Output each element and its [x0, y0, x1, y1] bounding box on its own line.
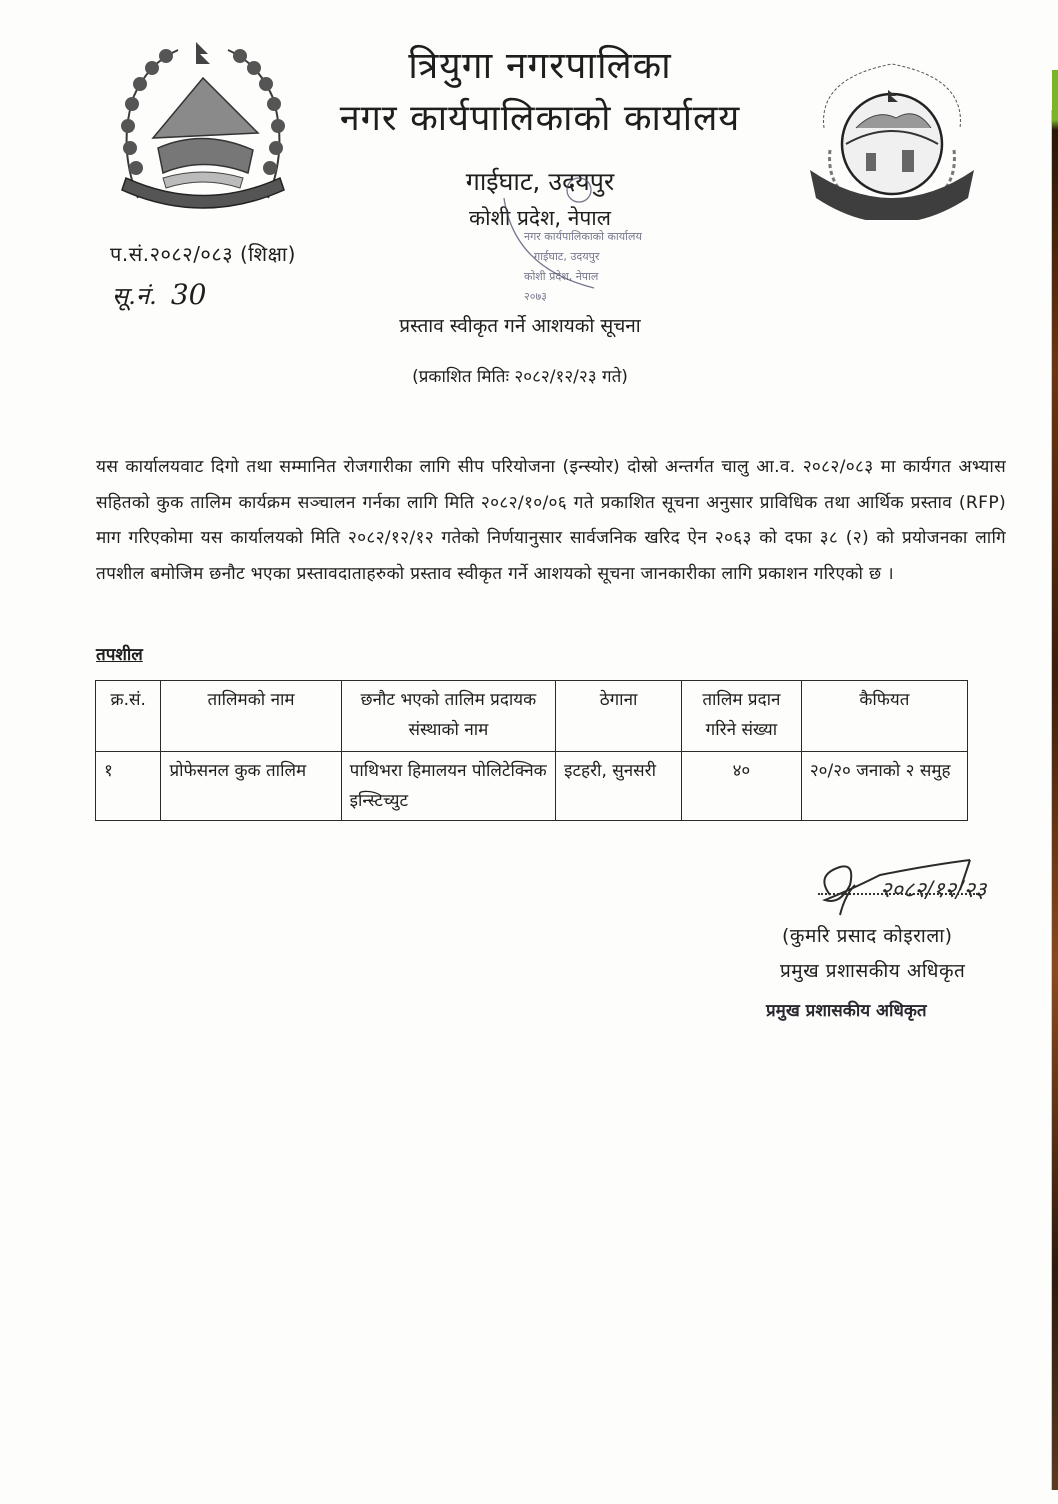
col-header-address: ठेगाना	[556, 681, 682, 752]
signatory-designation: प्रमुख प्रशासकीय अधिकृत	[780, 960, 966, 982]
col-header-remarks: कैफियत	[801, 681, 967, 752]
office-name: नगर कार्यपालिकाको कार्यालय	[339, 98, 741, 139]
table-row	[96, 752, 968, 821]
letter-reference-number: प.सं.२०८२/०८३ (शिक्षा)	[110, 242, 296, 266]
cell-remarks: २०/२० जनाको २ समुह	[801, 752, 967, 821]
cell-provider: पाथिभरा हिमालयन पोलिटेक्निक इन्स्टिच्युट	[341, 752, 555, 821]
stamp-line-1: नगर कार्यपालिकाको कार्यालय	[524, 230, 642, 243]
col-header-provider: छनौट भएको तालिम प्रदायक संस्थाको नाम	[341, 681, 555, 752]
schedule-label: तपशील	[96, 645, 143, 665]
page-edge-line	[1051, 110, 1052, 1490]
stamp-line-4: २०७३	[524, 290, 547, 303]
notice-number-prefix: सू.नं.	[112, 282, 157, 310]
stamp-line-3: कोशी प्रदेश, नेपाल	[524, 270, 599, 283]
cell-count: ४०	[682, 752, 802, 821]
cell-address: इटहरी, सुनसरी	[556, 752, 682, 821]
office-round-stamp-icon	[484, 168, 654, 308]
table-header-row	[96, 681, 968, 752]
office-location-line1: गाईघाट, उदयपुर	[465, 167, 615, 196]
schedule-table	[95, 680, 968, 821]
published-date: (प्रकाशित मितिः २०८२/१२/२३ गते)	[412, 367, 628, 387]
notice-body-paragraph: यस कार्यालयवाट दिगो तथा सम्मानित रोजगारीका लागि सीप परियोजना (इन्स्योर) दोस्रो अन्तर्गत चालु आ.व. २०८२/०८३ मा कार्यगत अभ्यास सहितको कुक तालिम कार्यक्रम सञ्चालन गर्नका लागि मिति २०८२/१०/०६ गते प्रकाशित सूचना अनुसार प्राविधिक तथा आर्थिक प्रस्ताव (RFP) माग गरिएकोमा यस कार्यालयको मिति २०८२/१२/१२ गतेको निर्णयानुसार सार्वजनिक खरिद ऐन २०६३ को दफा ३८ (२) को प्रयोजनका लागि तपशील बमोजिम छनौट भएका प्रस्तावदाताहरुको प्रस्ताव स्वीकृत गर्ने आशयको सूचना जानकारीका लागि प्रकाशन गरिएको छ ।	[96, 457, 1006, 584]
notice-number	[112, 278, 206, 312]
municipality-name: त्रियुगा नगरपालिका	[408, 44, 672, 87]
page-edge-strip	[1052, 70, 1058, 1490]
cell-training-name: प्रोफेसनल कुक तालिम	[161, 752, 341, 821]
notice-title: प्रस्ताव स्वीकृत गर्ने आशयको सूचना	[399, 315, 641, 337]
col-header-sn: क्र.सं.	[96, 681, 161, 752]
col-header-training-name: तालिमको नाम	[161, 681, 341, 752]
triyuga-municipality-logo-icon	[806, 58, 978, 220]
office-location-line2: कोशी प्रदेश, नेपाल	[469, 206, 611, 230]
designation-stamp: प्रमुख प्रशासकीय अधिकृत	[766, 1001, 927, 1021]
notice-number-value: 30	[170, 278, 207, 311]
cell-sn: १	[96, 752, 161, 821]
signatory-name: (कुमरि प्रसाद कोइराला)	[782, 925, 953, 947]
col-header-count: तालिम प्रदान गरिने संख्या	[682, 681, 802, 752]
stamp-line-2: गाईघाट, उदयपुर	[534, 250, 600, 263]
handwritten-signature	[810, 845, 1020, 925]
signature-date: २०८२/१२/२३	[880, 878, 987, 903]
signature-line	[818, 893, 978, 895]
